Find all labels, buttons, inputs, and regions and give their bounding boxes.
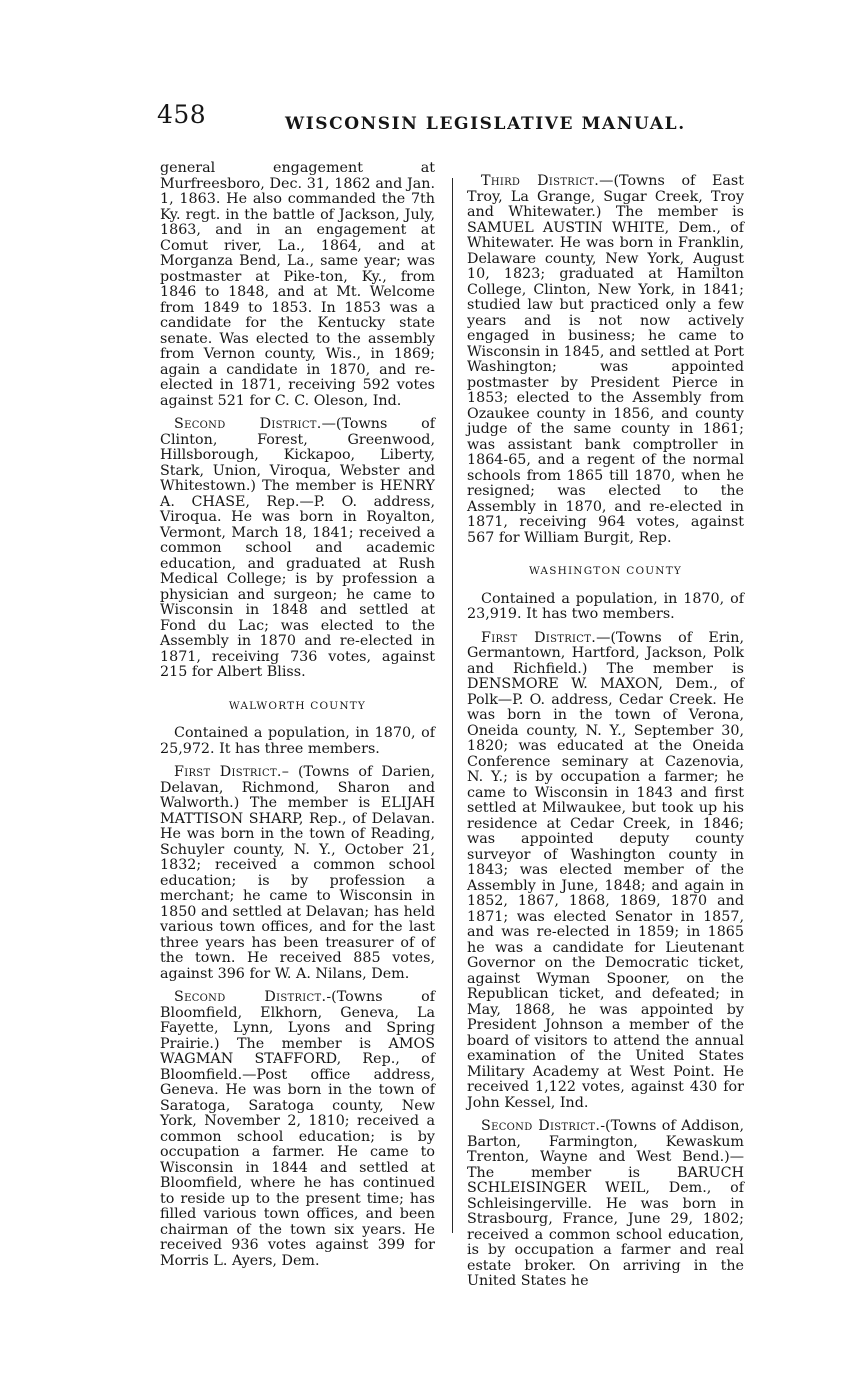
district-text: -(Towns of Addison, Barton, Farmington, Kewaskum Trenton, Wayne and West Bend.)—The member is BARUCH SCHLEISINGER WEIL, Dem., of Schleisingerville. He was born in Strasbourg, France, June 29, 1802; received a common school education, is by occupation a farmer and real estate broker. On arriving in the United States he <box>467 1118 744 1289</box>
district-label: Second District. <box>481 1118 601 1134</box>
page-header <box>155 98 755 138</box>
running-head: WISCONSIN LEGISLATIVE MANUAL. <box>285 114 686 134</box>
district-text: —(Towns of East Troy, La Grange, Sugar Creek, Troy and Whitewater.) The member is SAMUEL AUSTIN WHITE, Dem., of Whitewater. He was born in Franklin, Delaware county, New York, August 10, 1823; graduated at Hamilton College, Clinton, New York, in 1841; studied law but practiced only a few years and is not now actively engaged in business; he came to Wisconsin in 1845, and settled at Port Washington; was appointed postmaster by President Pierce in 1853; elected to the Assembly from Ozaukee county in 1856, and county judge of the same county in 1861; was assistant bank comptroller in 1864-65, and a regent of the normal schools from 1865 till 1870, when he resigned; was elected to the Assembly in 1870, and re-elected in 1871, receiving 964 votes, against 567 for William Burgit, Rep. <box>467 173 744 546</box>
page-number: 458 <box>157 100 207 129</box>
district-label: First District. <box>481 629 597 646</box>
county-heading-washington: WASHINGTON COUNTY <box>528 565 683 577</box>
district-label: Third District. <box>481 173 600 189</box>
left-column <box>160 161 435 1277</box>
district-text: -(Towns of Bloomfield, Elkhorn, Geneva, La Fayette, Lynn, Lyons and Spring Prairie.) The member is AMOS WAGMAN STAFFORD, Rep., of Bloomfield.—Post office address, Geneva. He was born in the town of Saratoga, Saratoga county, New York, November 2, 1810; received a common school education; is by occupation a farmer. He came to Wisconsin in 1844 and settled at Bloomfield, where he has continued to reside up to the present time; has filled various town offices, and been chairman of the town six years. He received 936 votes against 399 for Morris L. Ayers, Dem. <box>160 989 435 1269</box>
district-text: – (Towns of Darien, Delavan, Richmond, Sharon and Walworth.) The member is ELIJAH MATTISON SHARP, Rep., of Delavan. He was born in the town of Reading, Schuyler county, N. Y., October 21, 1832; received a common school education; is by profession a merchant; he came to Wisconsin in 1850 and settled at Delavan; has held various town offices, and for the last three years has been treasurer of of the town. He received 885 votes, against 396 for W. A. Nilans, Dem. <box>160 764 435 982</box>
paragraph-washington-population: Contained a population, in 1870, of 23,919. It has two members. <box>467 590 744 622</box>
column-divider <box>452 178 453 1233</box>
county-heading-walworth: WALWORTH COUNTY <box>228 699 367 712</box>
district-label: First District. <box>174 764 282 780</box>
paragraph-walworth-third-district <box>467 174 744 546</box>
paragraph-walworth-population: Contained a population, in 1870, of 25,972. It has three members. <box>160 725 435 757</box>
right-column <box>467 174 744 1298</box>
district-label: Second District. <box>174 989 327 1005</box>
paragraph-vernon-second-district <box>160 417 435 681</box>
district-label: Second District. <box>174 416 322 432</box>
paragraph-walworth-second-district <box>160 990 435 1269</box>
paragraph-washington-first-district <box>467 631 744 1112</box>
district-text: —(Towns of Clinton, Forest, Greenwood, Hillsborough, Kickapoo, Liberty, Stark, Union, Viroqua, Webster and Whitestown.) The member is HENRY A. CHASE, Rep.—P. O. address, Viroqua. He was born in Royalton, Vermont, March 18, 1841; received a common school and academic education, and graduated at Rush Medical College; is by profession a physician and surgeon; he came to Wisconsin in 1848 and settled at Fond du Lac; was elected to the Assembly in 1870 and re-elected in 1871, receiving 736 votes, against 215 for Albert Bliss. <box>160 416 435 680</box>
paragraph-walworth-first-district <box>160 765 435 982</box>
district-text: —(Towns of Erin, Germantown, Hartford, Jackson, Polk and Richfield.) The member is DENSMORE W. MAXON, Dem., of Polk—P. O. address, Cedar Creek. He was born in the town of Verona, Oneida county, N. Y., September 30, 1820; was educated at the Oneida Conference seminary at Cazenovia, N. Y.; is by occupation a farmer; he came to Wisconsin in 1843 and first settled at Milwaukee, but took up his residence at Cedar Creek, in 1846; was appointed deputy county surveyor of Washington county in 1843; was elected member of the Assembly in June, 1848; and again in 1852, 1867, 1868, 1869, 1870 and 1871; was elected Senator in 1857, and was re-elected in 1859; in 1865 he was a candidate for Lieutenant Governor on the Democratic ticket, against Wyman Spooner, on the Republican ticket, and defeated; in May, 1868, he was appointed by President Johnson a member of the board of visitors to attend the annual examination of the United States Military Academy at West Point. He received 1,122 votes, against 430 for John Kessel, Ind. <box>467 629 744 1111</box>
paragraph-vernon-continued: general engagement at Murfreesboro, Dec. 31, 1862 and Jan. 1, 1863. He also commanded the 7th Ky. regt. in the battle of Jackson, July, 1863, and in an engagement at Comut river, La., 1864, and at Morganza Bend, La., same year; was postmaster at Pike-ton, Ky., from 1846 to 1848, and at Mt. Welcome from 1849 to 1853. In 1853 was a candidate for the Kentucky state senate. Was elected to the assembly from Vernon county, Wis., in 1869; again a candidate in 1870, and re-elected in 1871, receiving 592 votes against 521 for C. C. Oleson, Ind. <box>160 160 435 409</box>
paragraph-washington-second-district <box>467 1119 744 1290</box>
